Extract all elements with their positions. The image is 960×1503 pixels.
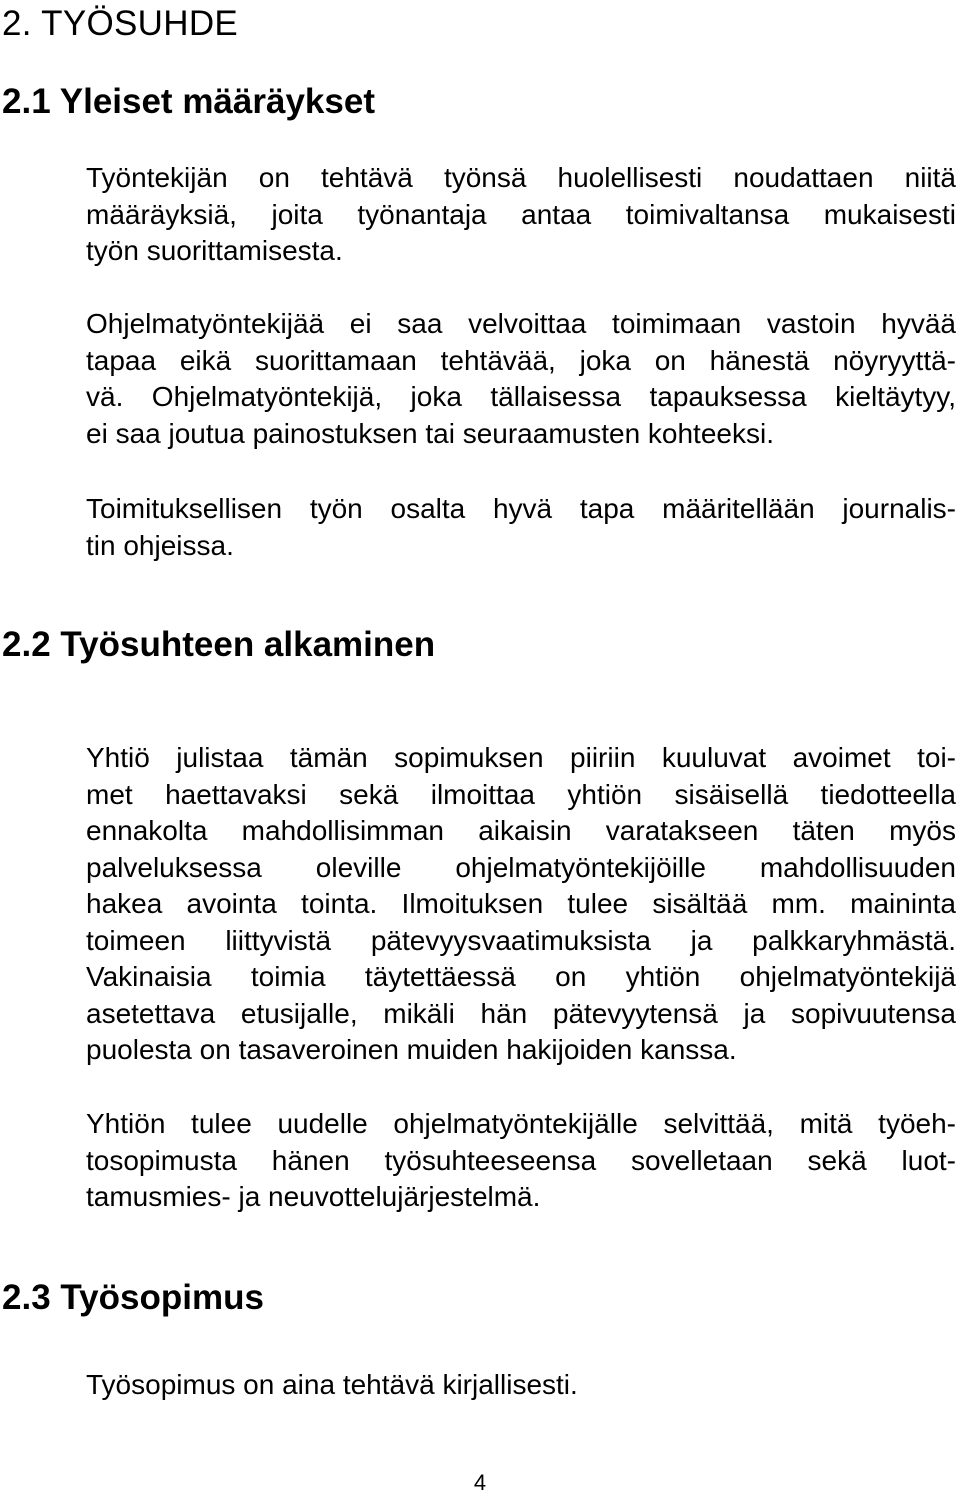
section-heading-employment-contract: 2.3 Työsopimus bbox=[2, 1278, 264, 1317]
paragraph-line: Ohjelmatyöntekijää ei saa velvoittaa toimimaan vastoin hyvää bbox=[86, 308, 956, 339]
paragraph-line: palveluksessa oleville ohjelmatyöntekijöille mahdollisuuden bbox=[86, 851, 956, 883]
section-heading-employment-start: 2.2 Työsuhteen alkaminen bbox=[2, 625, 436, 664]
paragraph-line: met haettavaksi sekä ilmoittaa yhtiön sisäisellä tiedotteella bbox=[86, 778, 956, 810]
paragraph-line: toimeen liittyvistä pätevyysvaatimuksista ja palkkaryhmästä. bbox=[86, 924, 956, 956]
paragraph-line: Vakinaisia toimia täytettäessä on yhtiön ohjelmatyöntekijä bbox=[86, 961, 956, 992]
paragraph-line: Työntekijän on tehtävä työnsä huolellisesti noudattaen niitä bbox=[86, 162, 956, 193]
paragraph-line: ennakolta mahdollisimman aikaisin varatakseen täten myös bbox=[86, 815, 956, 846]
paragraph-line: puolesta on tasaveroinen muiden hakijoiden kanssa. bbox=[86, 1034, 737, 1065]
paragraph-line: tapaa eikä suorittamaan tehtävää, joka on hänestä nöyryyttä- bbox=[86, 344, 956, 376]
paragraph-line: määräyksiä, joita työnantaja antaa toimivaltansa mukaisesti bbox=[86, 198, 956, 230]
paragraph-line: työn suorittamisesta. bbox=[86, 235, 343, 266]
paragraph bbox=[86, 160, 956, 270]
paragraph bbox=[86, 740, 956, 1069]
paragraph-line: tin ohjeissa. bbox=[86, 529, 234, 561]
paragraph-line: Yhtiön tulee uudelle ohjelmatyöntekijälle selvittää, mitä työeh- bbox=[86, 1108, 956, 1139]
paragraph-line: tosopimusta hänen työsuhteeseensa sovelletaan sekä luot- bbox=[86, 1144, 956, 1176]
page-number: 4 bbox=[473, 1470, 487, 1495]
chapter-heading: 2. TYÖSUHDE bbox=[2, 4, 239, 43]
paragraph bbox=[86, 1106, 956, 1216]
paragraph-line: vä. Ohjelmatyöntekijä, joka tällaisessa tapauksessa kieltäytyy, bbox=[86, 381, 956, 412]
section-heading-general-provisions: 2.1 Yleiset määräykset bbox=[2, 82, 375, 121]
paragraph-line: hakea avointa tointa. Ilmoituksen tulee sisältää mm. maininta bbox=[86, 888, 956, 919]
paragraph-line: tamusmies- ja neuvottelujärjestelmä. bbox=[86, 1181, 541, 1212]
paragraph-line: Toimituksellisen työn osalta hyvä tapa määritellään journalis- bbox=[86, 493, 956, 524]
paragraph-line: Työsopimus on aina tehtävä kirjallisesti. bbox=[86, 1369, 578, 1400]
paragraph bbox=[86, 491, 956, 564]
paragraph bbox=[86, 306, 956, 452]
paragraph bbox=[86, 1367, 956, 1404]
paragraph-line: ei saa joutua painostuksen tai seuraamusten kohteeksi. bbox=[86, 417, 774, 449]
paragraph-line: asetettava etusijalle, mikäli hän pätevyytensä ja sopivuutensa bbox=[86, 997, 956, 1029]
paragraph-line: Yhtiö julistaa tämän sopimuksen piiriin kuuluvat avoimet toi- bbox=[86, 742, 956, 773]
